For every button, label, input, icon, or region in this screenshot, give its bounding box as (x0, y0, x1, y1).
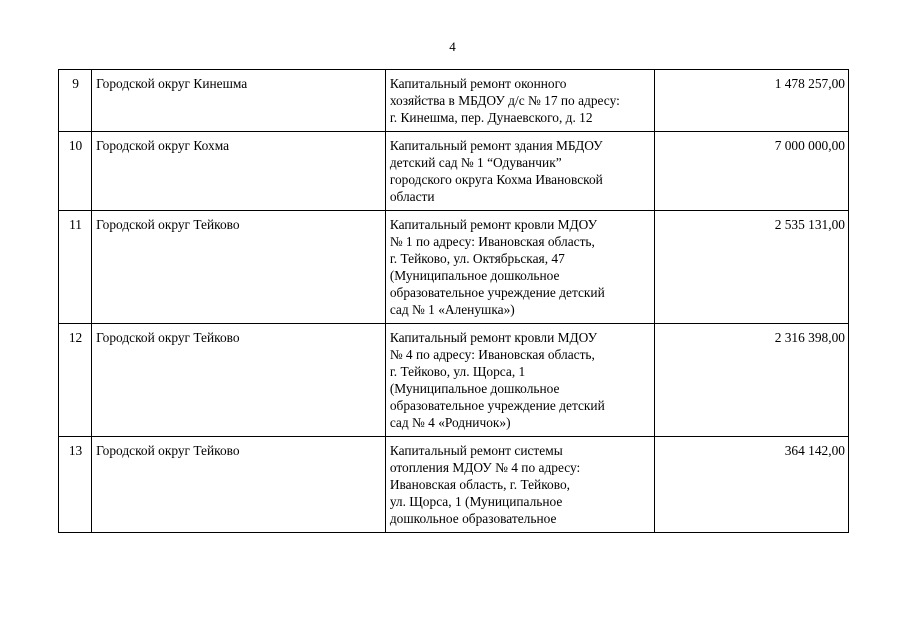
district-cell: Городской округ Тейково (92, 324, 386, 437)
description-line: Капитальный ремонт здания МБДОУ (389, 138, 603, 153)
description-line: отопления МДОУ № 4 по адресу: (389, 460, 581, 475)
description-line: г. Кинешма, пер. Дунаевского, д. 12 (389, 110, 593, 125)
description-line: (Муниципальное дошкольное (389, 268, 560, 283)
description-line: ул. Щорса, 1 (Муниципальное (389, 494, 563, 509)
amount-cell: 2 316 398,00 (655, 324, 849, 437)
amount-cell: 2 535 131,00 (655, 211, 849, 324)
district-cell: Городской округ Тейково (92, 437, 386, 533)
amount-cell: 7 000 000,00 (655, 132, 849, 211)
description-line: области (389, 189, 435, 204)
description-cell (385, 437, 655, 533)
description-line: г. Тейково, ул. Октябрьская, 47 (389, 251, 565, 266)
description-line: детский сад № 1 “Одуванчик” (389, 155, 562, 170)
row-number-cell: 13 (59, 437, 92, 533)
description-line: (Муниципальное дошкольное (389, 381, 560, 396)
table-body (59, 70, 849, 533)
description-line: городского округа Кохма Ивановской (389, 172, 603, 187)
row-number-cell: 9 (59, 70, 92, 132)
amount-cell: 364 142,00 (655, 437, 849, 533)
row-number-cell: 12 (59, 324, 92, 437)
row-number-cell: 10 (59, 132, 92, 211)
district-cell: Городской округ Кинешма (92, 70, 386, 132)
district-cell: Городской округ Кохма (92, 132, 386, 211)
description-cell (385, 211, 655, 324)
page-number: 4 (449, 39, 456, 54)
row-number-cell: 11 (59, 211, 92, 324)
funding-table (58, 69, 849, 533)
description-line: Ивановская область, г. Тейково, (389, 477, 571, 492)
description-line: образовательное учреждение детский (389, 285, 605, 300)
description-line: № 4 по адресу: Ивановская область, (389, 347, 595, 362)
amount-cell: 1 478 257,00 (655, 70, 849, 132)
description-line: Капитальный ремонт системы (389, 443, 563, 458)
description-line: № 1 по адресу: Ивановская область, (389, 234, 595, 249)
table-row (59, 211, 849, 324)
description-line: дошкольное образовательное (389, 511, 557, 526)
description-cell (385, 70, 655, 132)
description-line: г. Тейково, ул. Щорса, 1 (389, 364, 526, 379)
description-line: Капитальный ремонт кровли МДОУ (389, 217, 598, 232)
description-cell (385, 132, 655, 211)
description-line: сад № 1 «Аленушка») (389, 302, 515, 317)
description-line: сад № 4 «Родничок») (389, 415, 511, 430)
description-line: хозяйства в МБДОУ д/с № 17 по адресу: (389, 93, 620, 108)
description-cell (385, 324, 655, 437)
table-row (59, 324, 849, 437)
description-line: образовательное учреждение детский (389, 398, 605, 413)
table-row (59, 70, 849, 132)
description-line: Капитальный ремонт оконного (389, 76, 567, 91)
table-row (59, 132, 849, 211)
description-line: Капитальный ремонт кровли МДОУ (389, 330, 598, 345)
district-cell: Городской округ Тейково (92, 211, 386, 324)
table-row (59, 437, 849, 533)
